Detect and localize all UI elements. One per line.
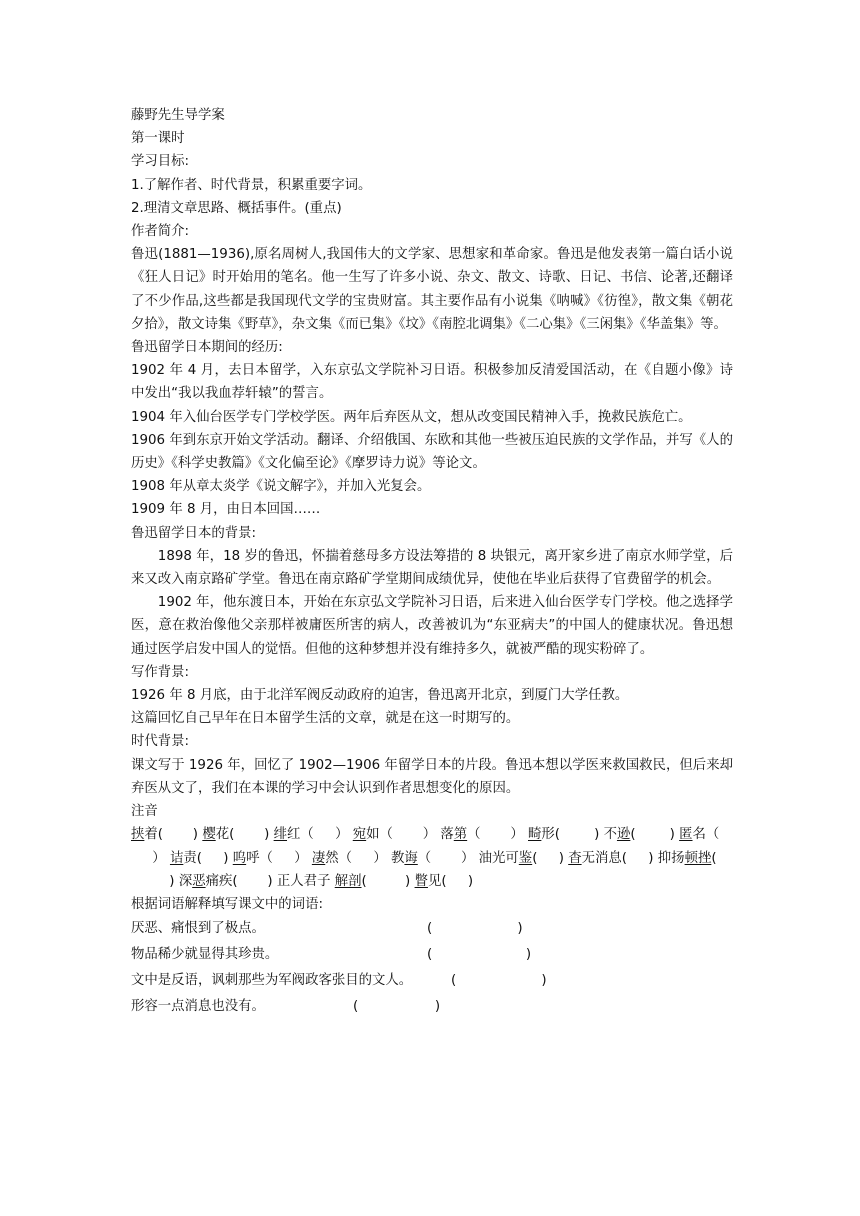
pinyin-word-text: 着( xyxy=(144,827,164,843)
pinyin-answer-blank[interactable]: ） xyxy=(431,850,475,866)
experience-heading: 鲁迅留学日本期间的经历: xyxy=(131,340,283,356)
pinyin-word-text: 见( xyxy=(427,873,447,889)
vocab-answer-blank[interactable]: ( ) xyxy=(353,999,441,1015)
pinyin-target-char: 诘 xyxy=(169,850,184,866)
pinyin-item xyxy=(353,827,436,842)
pinyin-answer-blank[interactable]: ） xyxy=(313,827,349,843)
vocab-row xyxy=(131,916,733,942)
pinyin-word-text: 责( xyxy=(183,850,202,866)
pinyin-target-char: 宛 xyxy=(352,827,367,843)
vocab-answer-blank[interactable]: ( ) xyxy=(427,947,532,963)
writing-heading: 写作背景: xyxy=(131,664,190,680)
pinyin-answer-blank[interactable]: ） xyxy=(392,827,437,843)
pinyin-answer-blank[interactable]: ) xyxy=(234,827,270,843)
vocab-answer-blank[interactable]: ( ) xyxy=(451,973,547,989)
pinyin-word-text: （ xyxy=(467,827,481,843)
pinyin-target-char: 逊 xyxy=(616,827,631,843)
pinyin-answer-blank[interactable]: ) xyxy=(537,850,564,866)
pinyin-word-text: 呼（ xyxy=(246,850,273,866)
goal-item-1: 1.了解作者、时代背景，积累重要字词。 xyxy=(131,177,372,193)
pinyin-answer-blank[interactable]: ) xyxy=(163,827,199,843)
pinyin-target-char: 樱 xyxy=(202,827,216,843)
pinyin-target-char: 瞥 xyxy=(414,873,428,889)
pinyin-item xyxy=(391,851,474,866)
background-paragraph-1: 1898 年，18 岁的鲁迅，怀揣着慈母多方设法筹措的 8 块银元，离开家乡进了南京水师学堂，后来又改入南京路矿学堂。鲁迅在南京路矿学堂期间成绩优异，使他在毕业后获得了官费留学的机会。 xyxy=(131,548,733,588)
pinyin-item xyxy=(312,851,387,866)
document-title: 藤野先生导学案 xyxy=(131,108,225,123)
pinyin-answer-blank[interactable]: ） xyxy=(352,850,387,866)
pinyin-target-char: 杳 xyxy=(568,850,582,866)
pinyin-item xyxy=(335,874,411,889)
vocab-question: 形容一点消息也没有。 xyxy=(131,999,265,1015)
pinyin-item xyxy=(274,827,349,842)
pinyin-answer-blank[interactable]: ) xyxy=(201,850,229,866)
pinyin-answer-blank[interactable]: ) xyxy=(237,873,273,889)
pinyin-word-text: 深 xyxy=(178,873,193,889)
pinyin-target-char: 呜 xyxy=(232,850,247,866)
pinyin-item xyxy=(440,827,523,842)
pinyin-word-text: 花( xyxy=(215,827,235,843)
pinyin-word-text: 无消息( xyxy=(581,850,627,866)
goal-item-2: 2.理清文章思路、概括事件。(重点) xyxy=(131,200,342,216)
pinyin-item xyxy=(604,827,675,842)
pinyin-word-text: 痛疾( xyxy=(205,873,238,889)
pinyin-word-text: 然（ xyxy=(325,850,353,866)
pinyin-answer-blank[interactable]: ） xyxy=(480,827,524,843)
vocab-question: 厌恶、痛恨到了极点。 xyxy=(131,921,265,937)
pinyin-heading: 注音 xyxy=(131,804,158,820)
pinyin-target-char: 顿挫 xyxy=(684,850,712,866)
pinyin-item xyxy=(528,827,599,842)
pinyin-answer-blank[interactable]: ） xyxy=(131,850,166,866)
pinyin-answer-blank[interactable]: ) xyxy=(446,873,474,889)
pinyin-target-char: 解剖 xyxy=(334,873,362,889)
pinyin-item xyxy=(179,874,273,889)
document-page xyxy=(131,104,733,1020)
writing-line-1: 1926 年 8 月底，由于北洋军阀反动政府的迫害，鲁迅离开北京，到厦门大学任教。 xyxy=(131,688,629,704)
experience-item-4: 1908 年从章太炎学《说文解字》，并加入光复会。 xyxy=(131,479,431,495)
experience-item-5: 1909 年 8 月，由日本回国…… xyxy=(131,502,321,518)
pinyin-target-char: 匿 xyxy=(679,827,693,843)
pinyin-target-char: 鉴 xyxy=(518,850,533,866)
pinyin-word-text: ( xyxy=(711,850,717,866)
pinyin-answer-blank[interactable]: ) xyxy=(560,827,600,843)
author-heading: 作者简介: xyxy=(131,224,190,240)
pinyin-word-text: 如（ xyxy=(366,827,393,843)
vocab-row xyxy=(131,942,733,968)
pinyin-target-char: 恶 xyxy=(192,873,206,889)
pinyin-answer-blank[interactable]: ) xyxy=(366,873,411,889)
background-paragraph-2: 1902 年，他东渡日本，开始在东京弘文学院补习日语，后来进入仙台医学专门学校。他之选择学医，意在救治像他父亲那样被庸医所害的病人，改善被讥为“东亚病夫”的中国人的健康状况。鲁迅想通过医学启发中国人的觉悟。但他的这种梦想并没有维持多久，就被严酷的现实粉碎了。 xyxy=(131,595,733,657)
pinyin-exercise xyxy=(131,823,733,893)
vocab-question: 文中是反语，讽刺那些为军阀政客张目的文人。 xyxy=(131,973,413,989)
vocab-heading: 根据词语解释填写课文中的词语: xyxy=(131,896,323,912)
experience-item-1: 1902 年 4 月，去日本留学，入东京弘文学院补习日语。积极参加反清爱国活动，在《自题小像》诗中发出“我以我血荐轩辕”的誓言。 xyxy=(131,363,733,402)
pinyin-item xyxy=(415,874,474,889)
pinyin-word-text: 落 xyxy=(440,827,454,843)
pinyin-word-text: 教 xyxy=(391,850,405,866)
pinyin-word-text: 不 xyxy=(603,827,617,843)
pinyin-item xyxy=(277,874,331,889)
pinyin-item xyxy=(233,851,308,866)
pinyin-item xyxy=(479,851,564,866)
era-heading: 时代背景: xyxy=(131,734,190,750)
pinyin-target-char: 畸 xyxy=(528,827,542,843)
pinyin-word-text: 形( xyxy=(541,827,561,843)
pinyin-target-char: 凄 xyxy=(311,850,326,866)
pinyin-target-char: 绯 xyxy=(273,827,288,843)
vocab-question: 物品稀少就显得其珍贵。 xyxy=(131,947,279,963)
pinyin-word-text: （ xyxy=(417,850,432,866)
era-text: 课文写于 1926 年，回忆了 1902—1906 年留学日本的片段。鲁迅本想以学医来救国救民，但后来却弃医从文了，我们在本课的学习中会认识到作者思想变化的原因。 xyxy=(131,757,733,796)
vocab-row xyxy=(131,968,733,994)
pinyin-item xyxy=(170,851,229,866)
pinyin-answer-blank[interactable]: ） xyxy=(272,850,308,866)
experience-item-2: 1904 年入仙台医学专门学校学医。两年后弃医从文，想从改变国民精神入手，挽救民族危亡。 xyxy=(131,409,692,425)
pinyin-target-char: 第 xyxy=(453,827,468,843)
author-text: 鲁迅(1881—1936),原名周树人,我国伟大的文学家、思想家和革命家。鲁迅是他发表第一篇白话小说《狂人日记》时开始用的笔名。他一生写了许多小说、杂文、散文、诗歌、日记、书信、论著,还翻译了不少作品,这些都是我国现代文学的宝贵财富。其主要作品有小说集《呐喊》《彷徨》，散文集《朝花夕拾》，散文诗集《野草》，杂文集《而已集》《坟》《南腔北调集》《二心集》《三闲集》《华盖集》等。 xyxy=(131,247,733,332)
pinyin-word-text: 正人君子 xyxy=(276,873,331,889)
vocab-row xyxy=(131,994,733,1020)
pinyin-word-text: 油光可 xyxy=(478,850,519,866)
vocab-answer-blank[interactable]: ( ) xyxy=(427,921,523,937)
pinyin-word-text: ( xyxy=(630,827,636,843)
pinyin-item xyxy=(568,851,653,866)
pinyin-word-text: 红（ xyxy=(287,827,314,843)
pinyin-answer-blank[interactable]: ) xyxy=(627,850,654,866)
pinyin-target-char: 诲 xyxy=(404,850,418,866)
pinyin-target-char: 挟 xyxy=(131,827,145,843)
background-heading: 鲁迅留学日本的背景: xyxy=(131,525,257,541)
pinyin-item xyxy=(131,827,198,842)
pinyin-word-text: 抑扬 xyxy=(657,850,685,866)
pinyin-answer-blank[interactable]: ) xyxy=(635,827,675,843)
pinyin-answer-blank[interactable]: ) xyxy=(131,873,175,889)
experience-item-3: 1906 年到东京开始文学活动。翻译、介绍俄国、东欧和其他一些被压迫民族的文学作品，并写《人的历史》《科学史教篇》《文化偏至论》《摩罗诗力说》等论文。 xyxy=(131,432,733,472)
writing-line-2: 这篇回忆自己早年在日本留学生活的文章，就是在这一时期写的。 xyxy=(131,711,520,727)
pinyin-item xyxy=(202,827,269,842)
goals-heading: 学习目标: xyxy=(131,154,190,170)
pinyin-word-text: 名（ xyxy=(692,827,720,843)
pinyin-word-text: ( xyxy=(361,873,367,889)
lesson-label: 第一课时 xyxy=(131,131,185,147)
pinyin-word-text: ( xyxy=(532,850,538,866)
